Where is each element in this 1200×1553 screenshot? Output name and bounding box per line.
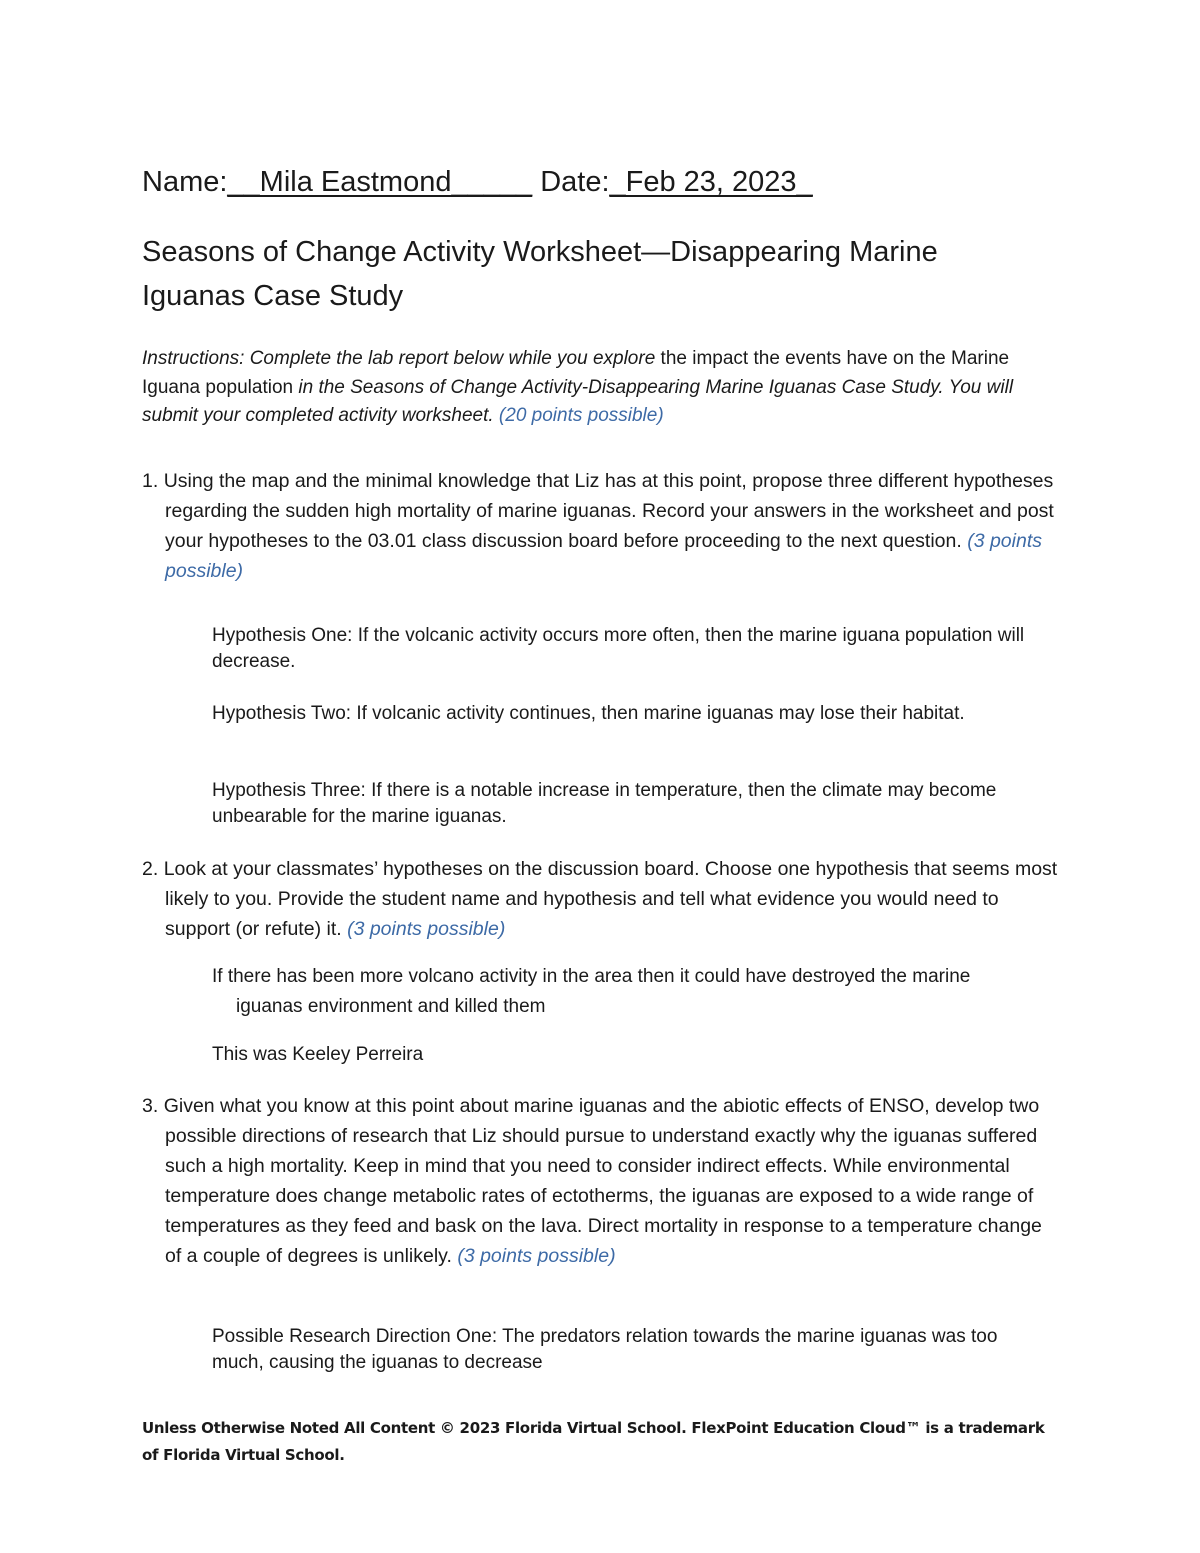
question-points: (3 points possible) [457,1245,616,1267]
question-number: 3. [142,1095,159,1117]
date-value: _Feb 23, 2023_ [609,166,813,198]
copyright-footer: Unless Otherwise Noted All Content © 2023 Florida Virtual School. FlexPoint Education Cloud™ is a trademark of Florida Virtual School. [142,1419,1045,1464]
question-2 [142,854,1062,944]
answer-research-direction-one: Possible Research Direction One: The predators relation towards the marine iguanas was too much, causing the iguanas to decrease [212,1326,998,1373]
worksheet-title: Seasons of Change Activity Worksheet—Disappearing Marine Iguanas Case Study [142,236,938,312]
answer-classmate-name: This was Keeley Perreira [212,1044,424,1065]
name-value: __Mila Eastmond_____ [227,166,533,198]
instructions-intro: Instructions: Complete the lab report below while you explore [142,348,656,369]
question-1 [142,466,1062,586]
instructions-middle: the impact the events have on the Marine Iguana population [142,348,1010,398]
question-text: Using the map and the minimal knowledge that Liz has at this point, propose three different hypotheses regarding the sudden high mortality of marine iguanas. Record your answers in the worksheet and post your hypotheses to the 03.01 class discussion board before proceeding to the next question. [163,470,1054,552]
question-points: (3 points possible) [347,918,506,940]
question-points: (3 points possible) [165,530,1042,582]
date-label: Date: [540,166,610,198]
name-label: Name: [142,166,228,198]
name-date-line [142,166,813,199]
instructions [142,345,1062,431]
instructions-points: (20 points possible) [493,405,664,426]
answer-hypothesis-one: Hypothesis One: If the volcanic activity occurs more often, then the marine iguana population will decrease. [212,625,1025,672]
question-number: 1. [142,470,159,492]
answer-classmate-hypothesis: If there has been more volcano activity in the area then it could have destroyed the marine iguanas environment and killed them [212,966,971,1017]
question-text: Given what you know at this point about marine iguanas and the abiotic effects of ENSO, develop two possible directions of research that Liz should pursue to understand exactly why the iguanas suffered such a high mortality. Keep in mind that you need to consider indirect effects. While environmental temperature does change metabolic rates of ectotherms, the iguanas are exposed to a wide range of temperatures as they feed and bask on the lava. Direct mortality in response to a temperature change of a couple of degrees is unlikely. [163,1095,1042,1267]
instructions-end: in the Seasons of Change Activity-Disappearing Marine Iguanas Case Study. You will submit your completed activity worksheet. [142,376,1014,426]
answer-hypothesis-three: Hypothesis Three: If there is a notable increase in temperature, then the climate may become unbearable for the marine iguanas. [212,780,997,827]
question-3 [142,1091,1062,1271]
question-text: Look at your classmates’ hypotheses on the discussion board. Choose one hypothesis that seems most likely to you. Provide the student name and hypothesis and tell what evidence you would need to support (or refute) it. [163,858,1058,940]
question-number: 2. [142,858,159,880]
answer-hypothesis-two: Hypothesis Two: If volcanic activity continues, then marine iguanas may lose their habitat. [212,703,965,724]
